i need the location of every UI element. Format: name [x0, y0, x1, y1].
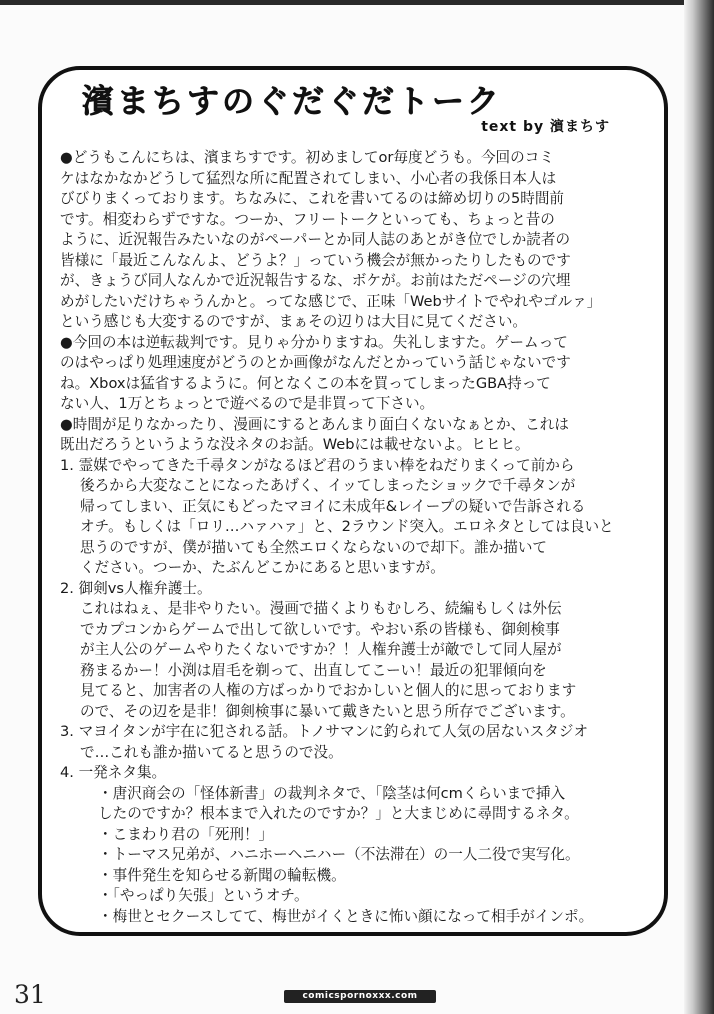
list-item-heading-text: マヨイタンが宇在に犯される話。トノサマンに釣られて人気の居ないスタジオ — [78, 723, 589, 740]
list-item-line: ・事件発生を知らせる新聞の輪転機。 — [98, 866, 346, 884]
talk-body — [60, 148, 660, 927]
list-item-line: でカプコンからゲームで出して欲しいです。やおい系の皆様も、御剣検事 — [80, 620, 560, 638]
list-item-line: ・唐沢商会の「怪体新書」の裁判ネタで、「陰茎は何cmくらいまで挿入 — [98, 784, 566, 802]
list-item-line: オチ。もしくは「ロリ…ハァハァ」と、2ラウンド突入。エロネタとしては良いと — [80, 518, 614, 535]
page-top-edge — [0, 0, 714, 5]
author-byline: text by 濱まちす — [481, 119, 610, 135]
body-line: ●時間が足りなかったり、漫画にするとあんまり面白くないなぁとか、これは — [60, 415, 569, 433]
body-line: めがしたいだけちゃうんかと。ってな感じで、正味「Webサイトでやれやゴルァ」 — [60, 292, 602, 310]
body-line: のはやっぱり処理速度がどうのとか画像がなんだとかっていう話じゃないです — [60, 354, 571, 371]
body-line: ように、近況報告みたいなのがペーパーとか同人誌のあとがき位でしか読者の — [60, 231, 571, 248]
body-line: 皆様に「最近こんなんよ、どうよ？」っていう機会が無かったりしたものです — [60, 251, 571, 269]
list-item-number: 2. — [60, 579, 74, 597]
body-line: ね。Xboxは猛省するように。何となくこの本を買ってしまったGBA持って — [60, 374, 551, 392]
list-item-line: ください。つーか、たぶんどこかにあると思いますが。 — [80, 559, 445, 576]
body-line: ●今回の本は逆転裁判です。見りゃ分かりますね。失礼しますた。ゲームって — [60, 333, 568, 351]
list-item-heading — [60, 456, 660, 477]
list-item-line: したのですか？根本まで入れたのですか？」と大まじめに尋問するネタ。 — [98, 805, 579, 822]
list-item-line: 後ろから大変なことになったあげく、イッてしまったショックで千尋タンが — [80, 477, 576, 494]
list-item-line: ・こまわり君の「死刑！」 — [98, 825, 274, 843]
page-number: 31 — [14, 980, 46, 1009]
list-item-line: 見てると、加害者の人権の方ばっかりでおかしいと個人的に思っております — [80, 682, 577, 699]
list-item-heading-text: 御剣vs人権弁護士。 — [78, 579, 212, 597]
list-item-line: が主人公のゲームやりたくないですか？！人権弁護士が敵でして同人屋が — [80, 641, 562, 658]
list-item-number: 3. — [60, 723, 74, 740]
list-item-heading-text: 霊媒でやってきた千尋タンがなるほど君のうまい棒をねだりまくって前から — [78, 456, 575, 474]
list-item-heading — [60, 722, 660, 743]
list-item-heading — [60, 579, 660, 600]
list-item-line: これはねぇ、是非やりたい。漫画で描くよりもむしろ、続編もしくは外伝 — [80, 600, 562, 617]
list-item-line: 思うのですが、僕が描いても全然エロくならないので却下。誰か描いて — [80, 538, 548, 556]
list-item-number: 1. — [60, 456, 74, 474]
list-item-line: 帰ってしまい、正気にもどったマヨイに未成年&レイープの疑いで告訴される — [80, 497, 586, 515]
list-item-line: 務まるかー！小渕は眉毛を剃って、出直してこーい！最近の犯罪傾向を — [80, 661, 547, 679]
body-line: が、きょうび同人なんかで近況報告するな、ボケが。お前はただページの穴埋 — [60, 272, 571, 289]
list-item-line: ・「やっぱり矢張」というオチ。 — [98, 887, 309, 904]
body-line: びびりまくっております。ちなみに、これを書いてるのは締め切りの5時間前 — [60, 190, 565, 207]
page-title: 濱まちすのぐだぐだトーク — [82, 82, 503, 120]
list-item-heading-text: 一発ネタ集。 — [78, 764, 167, 781]
body-line: です。相変わらずですな。つーか、フリートークといっても、ちょっと昔の — [60, 210, 555, 228]
list-item-number: 4. — [60, 764, 74, 781]
body-line: ●どうもこんにちは、濱まちすです。初めましてor毎度どうも。今回のコミ — [60, 149, 554, 166]
watermark: comicspornoxxx.com — [284, 990, 436, 1003]
list-item-line: ・梅世とセクースしてて、梅世がイくときに怖い顔になって相手がインポ。 — [98, 907, 594, 925]
list-item-heading — [60, 763, 660, 784]
list-item-line: で…これも誰か描いてると思うので没。 — [80, 743, 343, 761]
body-line: という感じも大変するのですが、まぁその辺りは大目に見てください。 — [60, 313, 528, 330]
list-item-line: ・トーマス兄弟が、ハニホーヘニハー（不法滞在）の一人二役で実写化。 — [98, 846, 580, 863]
body-line: ケはなかなかどうして猛烈な所に配置されてしまい、小心者の我係日本人は — [60, 169, 557, 187]
body-line: 既出だろうというような没ネタのお話。Webには載せないよ。ヒヒヒ。 — [60, 436, 530, 453]
body-line: ない人、1万とちょっとで遊べるので是非買って下さい。 — [60, 395, 435, 412]
book-spine-shadow — [684, 0, 714, 1014]
list-item-line: ので、その辺を是非！御剣検事に暴いて戴きたいと思う所存でございます。 — [80, 702, 575, 720]
